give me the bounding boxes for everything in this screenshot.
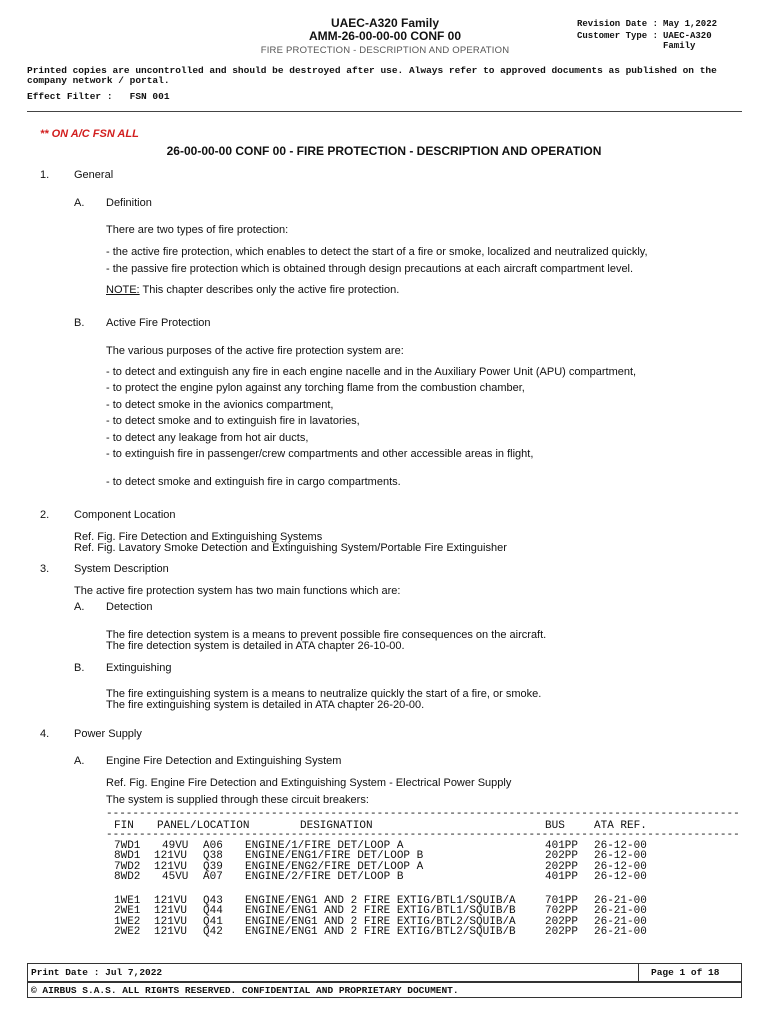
cell-ata-ref: 26-12-00 [594,850,647,863]
page-number: Page 1 of 18 [651,967,720,978]
figure-reference: Ref. Fig. Lavatory Smoke Detection and Extinguishing System/Portable Fire Extinguisher [74,542,507,554]
print-date: Print Date : Jul 7,2022 [31,967,163,978]
cell-ata-ref: 26-21-00 [594,895,647,907]
cell-ata-ref: 26-21-00 [594,905,647,918]
section-3a-number: A. [74,601,85,613]
bullet-item: - the passive fire protection which is obtained through design precautions at each aircraft compartment level. [106,263,634,275]
section-4a-number: A. [74,755,85,767]
figure-reference: Ref. Fig. Fire Detection and Extinguishing Systems [74,531,323,543]
section-3b-title: Extinguishing [106,662,172,674]
cell-bus: 202PP [545,925,579,938]
cell-designation: ENGINE/2/FIRE DET/LOOP B [245,870,404,883]
section-4-number: 4. [40,728,50,740]
paragraph: The fire detection system is a means to prevent possible fire consequences on the aircraft. [106,629,547,641]
cell-location: A06 [203,840,223,852]
note [106,284,399,296]
footer-copyright-bar [27,982,742,998]
cell-location: Q39 [203,860,223,873]
effect-filter-label: Effect Filter : [27,91,113,102]
figure-reference: Ref. Fig. Engine Fire Detection and Extinguishing System - Electrical Power Supply [106,777,512,789]
cell-bus: 701PP [545,895,579,907]
table-rule-header: ------------------------------------------------------------------------------------------------ [106,829,740,841]
cell-panel: 45VU [162,870,189,883]
effect-filter [27,91,170,102]
customer-type [577,31,729,51]
cell-designation: ENGINE/ENG1 AND 2 FIRE EXTIG/BTL2/SQUIB/A [245,915,516,928]
cell-location: Q43 [203,895,223,907]
table-row [0,926,768,937]
section-2-title: Component Location [74,509,176,521]
cell-bus: 401PP [545,840,579,852]
purpose-item: - to detect smoke in the avionics compartment, [106,399,334,411]
document-reference: AMM-26-00-00-00 CONF 00 [308,29,462,43]
cell-designation: ENGINE/ENG1 AND 2 FIRE EXTIG/BTL1/SQUIB/B [245,905,516,918]
section-3-number: 3. [40,563,50,575]
footer-divider [638,964,639,981]
paragraph: There are two types of fire protection: [106,224,289,236]
cell-ata-ref: 26-12-00 [594,860,647,873]
header-fin: FIN [114,820,134,832]
cell-bus: 702PP [545,905,579,918]
bullet-item: - the active fire protection, which enables to detect the start of a fire or smoke, localized and neutralized quickly, [106,246,648,258]
cell-designation: ENGINE/ENG2/FIRE DET/LOOP A [245,860,424,873]
purpose-item: - to protect the engine pylon against any torching flame from the combustion chamber, [106,382,525,394]
paragraph: The fire extinguishing system is detailed in ATA chapter 26-20-00. [106,699,425,711]
purpose-item: - to extinguish fire in passenger/crew compartments and other accessible areas in flight, [106,448,534,460]
header-subtitle: FIRE PROTECTION - DESCRIPTION AND OPERATION [260,45,510,56]
cell-panel: 49VU [162,840,189,852]
uncontrolled-notice: Printed copies are uncontrolled and should be destroyed after use. Always refer to approved documents as published on the company network / portal. [27,65,717,86]
header-divider [27,111,742,112]
cell-panel: 121VU [154,925,188,938]
copyright: © AIRBUS S.A.S. ALL RIGHTS RESERVED. CONFIDENTIAL AND PROPRIETARY DOCUMENT. [31,985,459,996]
paragraph: The various purposes of the active fire protection system are: [106,345,404,357]
cell-bus: 202PP [545,850,579,863]
cell-fin: 8WD1 [114,850,141,863]
section-1-number: 1. [40,169,50,181]
cell-location: Q44 [203,905,223,918]
cell-location: A07 [203,870,223,883]
purpose-item: - to detect and extinguish any fire in each engine nacelle and in the Auxiliary Power Unit (APU) compartment, [106,366,637,378]
effect-filter-value: FSN 001 [129,91,170,102]
cell-bus: 202PP [545,915,579,928]
cell-ata-ref: 26-12-00 [594,840,647,852]
section-4-title: Power Supply [74,728,142,740]
footer-print-bar [27,963,742,982]
section-1-title: General [74,169,114,181]
cell-fin: 7WD2 [114,860,141,873]
paragraph: The fire detection system is detailed in ATA chapter 26-10-00. [106,640,405,652]
note-label: NOTE: [106,284,140,296]
section-3b-number: B. [74,662,85,674]
table-row [0,871,768,882]
header-ata-ref: ATA REF. [594,820,647,832]
cell-location: Q38 [203,850,223,863]
cell-fin: 1WE2 [114,915,141,928]
paragraph: The fire extinguishing system is a means to neutralize quickly the start of a fire, or smoke. [106,688,542,700]
header-title: UAEC-A320 Family [330,16,440,30]
cell-fin: 7WD1 [114,840,141,852]
cell-panel: 121VU [154,895,188,907]
cell-panel: 121VU [154,850,188,863]
cell-panel: 121VU [154,915,188,928]
cell-designation: ENGINE/ENG1 AND 2 FIRE EXTIG/BTL2/SQUIB/B [245,925,516,938]
section-1a-number: A. [74,197,85,209]
cell-ata-ref: 26-21-00 [594,915,647,928]
cell-ata-ref: 26-12-00 [594,870,647,883]
table-rule-top: ------------------------------------------------------------------------------------------------ [106,808,740,820]
section-1b-title: Active Fire Protection [106,317,211,329]
cell-bus: 202PP [545,860,579,873]
header-panel-location: PANEL/LOCATION [157,820,250,832]
section-3-title: System Description [74,563,169,575]
section-1b-number: B. [74,317,85,329]
customer-label: Customer Type : [577,31,659,41]
cell-fin: 1WE1 [114,895,141,907]
cell-ata-ref: 26-21-00 [594,925,647,938]
purpose-item: - to detect smoke and extinguish fire in cargo compartments. [106,476,401,488]
cell-designation: ENGINE/1/FIRE DET/LOOP A [245,840,404,852]
paragraph: The active fire protection system has two main functions which are: [74,585,401,597]
applicability-tag: ** ON A/C FSN ALL [40,128,139,140]
purpose-item: - to detect any leakage from hot air ducts, [106,432,309,444]
paragraph: The system is supplied through these circuit breakers: [106,794,369,806]
header-designation: DESIGNATION [300,820,373,832]
revision-value: May 1,2022 [663,19,718,29]
section-4a-title: Engine Fire Detection and Extinguishing System [106,755,342,767]
section-3a-title: Detection [106,601,153,613]
cell-fin: 8WD2 [114,870,141,883]
revision-label: Revision Date : [577,19,659,29]
cell-designation: ENGINE/ENG1/FIRE DET/LOOP B [245,850,424,863]
cell-panel: 121VU [154,860,188,873]
revision-date [577,19,729,29]
section-2-number: 2. [40,509,50,521]
cell-location: Q42 [203,925,223,938]
cell-panel: 121VU [154,905,188,918]
cell-bus: 401PP [545,870,579,883]
note-text: This chapter describes only the active fire protection. [142,284,400,296]
cell-fin: 2WE1 [114,905,141,918]
cell-designation: ENGINE/ENG1 AND 2 FIRE EXTIG/BTL1/SQUIB/A [245,895,516,907]
cell-location: Q41 [203,915,223,928]
section-1a-title: Definition [106,197,152,209]
customer-value: UAEC-A320 Family [663,31,712,51]
purpose-item: - to detect smoke and to extinguish fire in lavatories, [106,415,360,427]
header-bus: BUS [545,820,565,832]
document-title: 26-00-00-00 CONF 00 - FIRE PROTECTION - DESCRIPTION AND OPERATION [166,144,602,158]
cell-fin: 2WE2 [114,925,141,938]
